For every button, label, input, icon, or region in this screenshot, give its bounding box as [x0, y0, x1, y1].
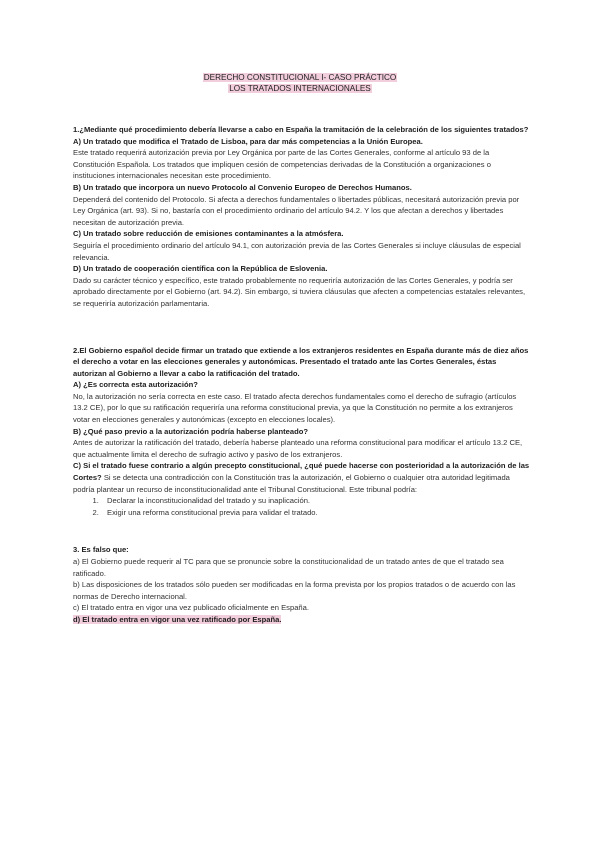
q2-c-block [73, 460, 531, 495]
q3-option-b: b) Las disposiciones de los tratados sólo pueden ser modificadas en la forma prevista por los propios tratados o de acuerdo con las normas de Derecho internacional. [73, 580, 516, 601]
q2-c-list [73, 495, 531, 518]
q1-b-answer: Dependerá del contenido del Protocolo. Si afecta a derechos fundamentales o libertades públicas, necesitará autorización previa por Ley Orgánica (art. 93). Si no, bastaría con el procedimiento ordinario del artículo 94.2. Y los que afectan a derechos y libertades necesitan de autorización previa. [73, 194, 520, 227]
q1-a-question: A) Un tratado que modifica el Tratado de Lisboa, para dar más competencias a la Unión Europea. [73, 136, 423, 146]
q2-a-answer: No, la autorización no sería correcta en este caso. El tratado afecta derechos fundamentales como el derecho de sufragio (artículos 13.2 CE), por lo que su ratificación requeriría una reforma constitucional previa, ya que la Constitución no permite a los extranjeros votar en elecciones generales y autonómicas (excepto en elecciones locales). [73, 391, 517, 425]
q2-question: 2.El Gobierno español decide firmar un tratado que extiende a los extranjeros residentes en España durante más de diez años el derecho a votar en las elecciones generales y autonómicas. Presentado el tratado ante las Cortes Generales, éstas autorizan al Gobierno a llevar a cabo la ratificación del tratado. [73, 345, 529, 378]
q1-c-question: C) Un tratado sobre reducción de emisiones contaminantes a la atmósfera. [73, 229, 344, 239]
section-spacer [73, 518, 531, 544]
q2-a-question: A) ¿Es correcta esta autorización? [73, 380, 198, 390]
q1-a-answer: Este tratado requerirá autorización previa por Ley Orgánica por parte de las Cortes Generales, conforme al artículo 93 de la Constitución Española. Los tratados que impliquen cesión de competencias derivadas de la Constitución a organizaciones o instituciones internacionales necesitan este procedimiento. [73, 148, 491, 181]
q1-question: 1.¿Mediante qué procedimiento debería llevarse a cabo en España la tramitación de la celebración de los siguientes tratados? [73, 125, 529, 134]
title-line-2: LOS TRATADOS INTERNACIONALES [229, 84, 371, 93]
q3-option-c: c) El tratado entra en vigor una vez publicado oficialmente en España. [73, 603, 309, 613]
q3-question: 3. Es falso que: [73, 545, 129, 555]
q3-option-d-answer: d) El tratado entra en vigor una vez ratificado por España. [73, 614, 282, 624]
q1-b-question: B) Un tratado que incorpora un nuevo Protocolo al Convenio Europeo de Derechos Humanos. [73, 182, 412, 192]
section-spacer [73, 310, 531, 345]
q2-c-question: C) Si el tratado fuese contrario a algún precepto constitucional, ¿qué puede hacerse con posterioridad a la autorización de las Cortes? [73, 461, 530, 483]
q1-c-answer: Seguiría el procedimiento ordinario del artículo 94.1, con autorización previa de las Cortes Generales si incluye cláusulas de especial relevancia. [73, 240, 521, 262]
title-line-1: DERECHO CONSTITUCIONAL I- CASO PRÁCTICO [203, 73, 397, 82]
q3-option-a: a) El Gobierno puede requerir al TC para que se pronuncie sobre la constitucionalidad de un tratado antes de que el tratado sea ratificado. [73, 557, 504, 578]
document-body [73, 124, 531, 626]
q1-d-answer: Dado su carácter técnico y específico, este tratado probablemente no requeriría autorización de las Cortes Generales, y podría ser aprobado directamente por el Gobierno (art. 94.2). Sin embargo, si tuviera cláusulas que afecten a competencias estatales relevantes, se requeriría autorización parlamentaria. [73, 275, 526, 308]
q2-b-answer: Antes de autorizar la ratificación del tratado, debería haberse planteado una reforma constitucional para modificar el artículo 13.2 CE, que actualmente limita el derecho de sufragio activo y pasivo de los extranjeros. [73, 438, 523, 459]
list-item: 2. Exigir una reforma constitucional previa para validar el tratado. [101, 507, 531, 519]
list-item: 1. Declarar la inconstitucionalidad del tratado y su inaplicación. [101, 495, 531, 507]
q2-c-answer: Si se detecta una contradicción con la Constitución tras la autorización, el Gobierno o cualquier otra autoridad legitimada podría plantear un recurso de inconstitucionalidad ante el Tribunal Constitucional. Este tribunal podría: [73, 473, 510, 494]
document-title [0, 72, 600, 94]
q1-d-question: D) Un tratado de cooperación científica con la República de Eslovenia. [73, 264, 328, 274]
q2-b-question: B) ¿Qué paso previo a la autorización podría haberse planteado? [73, 426, 309, 436]
